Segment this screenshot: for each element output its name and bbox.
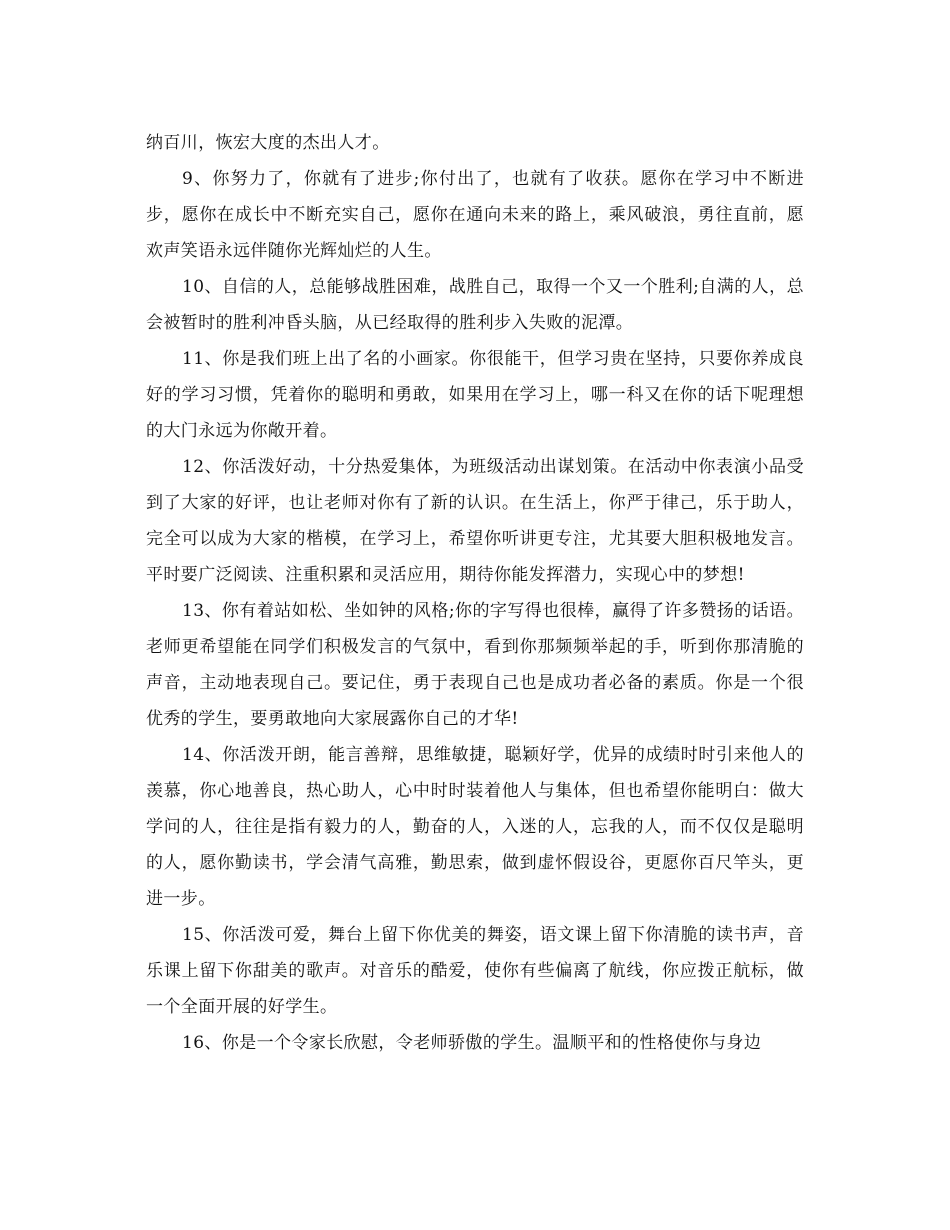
paragraph-12: 12、你活泼好动，十分热爱集体，为班级活动出谋划策。在活动中你表演小品受到了大家的好评，也让老师对你有了新的认识。在生活上，你严于律己，乐于助人，完全可以成为大家的楷模，在学习上，希望你听讲更专注，尤其要大胆积极地发言。平时要广泛阅读、注重积累和灵活应用，期待你能发挥潜力，实现心中的梦想! — [146, 457, 804, 585]
paragraph-11: 11、你是我们班上出了名的小画家。你很能干，但学习贵在坚持，只要你养成良好的学习习惯，凭着你的聪明和勇敢，如果用在学习上，哪一科又在你的话下呢理想的大门永远为你敞开着。 — [146, 349, 804, 441]
paragraph-14: 14、你活泼开朗，能言善辩，思维敏捷，聪颖好学，优异的成绩时时引来他人的羡慕，你心地善良，热心助人，心中时时装着他人与集体，但也希望你能明白：做大学问的人，往往是指有毅力的人，勤奋的人，入迷的人，忘我的人，而不仅仅是聪明的人，愿你勤读书，学会清气高雅，勤思索，做到虚怀假设谷，更愿你百尺竿头，更进一步。 — [146, 745, 804, 909]
paragraph-16: 16、你是一个令家长欣慰，令老师骄傲的学生。温顺平和的性格使你与身边 — [182, 1033, 762, 1053]
document-body — [146, 125, 804, 1061]
paragraph-13: 13、你有着站如松、坐如钟的风格;你的字写得也很棒，赢得了许多赞扬的话语。老师更希望能在同学们积极发言的气氛中，看到你那频频举起的手，听到你那清脆的声音，主动地表现自己。要记住，勇于表现自己也是成功者必备的素质。你是一个很优秀的学生，要勇敢地向大家展露你自己的才华! — [146, 601, 804, 729]
paragraph-continuation: 纳百川，恢宏大度的杰出人才。 — [146, 133, 390, 153]
paragraph-9: 9、你努力了，你就有了进步;你付出了，也就有了收获。愿你在学习中不断进步，愿你在成长中不断充实自己，愿你在通向未来的路上，乘风破浪，勇往直前，愿欢声笑语永远伴随你光辉灿烂的人生。 — [146, 169, 804, 261]
paragraph-10: 10、自信的人，总能够战胜困难，战胜自己，取得一个又一个胜利;自满的人，总会被暂时的胜利冲昏头脑，从已经取得的胜利步入失败的泥潭。 — [146, 277, 804, 333]
paragraph-15: 15、你活泼可爱，舞台上留下你优美的舞姿，语文课上留下你清脆的读书声，音乐课上留下你甜美的歌声。对音乐的酷爱，使你有些偏离了航线，你应拨正航标，做一个全面开展的好学生。 — [146, 925, 804, 1017]
